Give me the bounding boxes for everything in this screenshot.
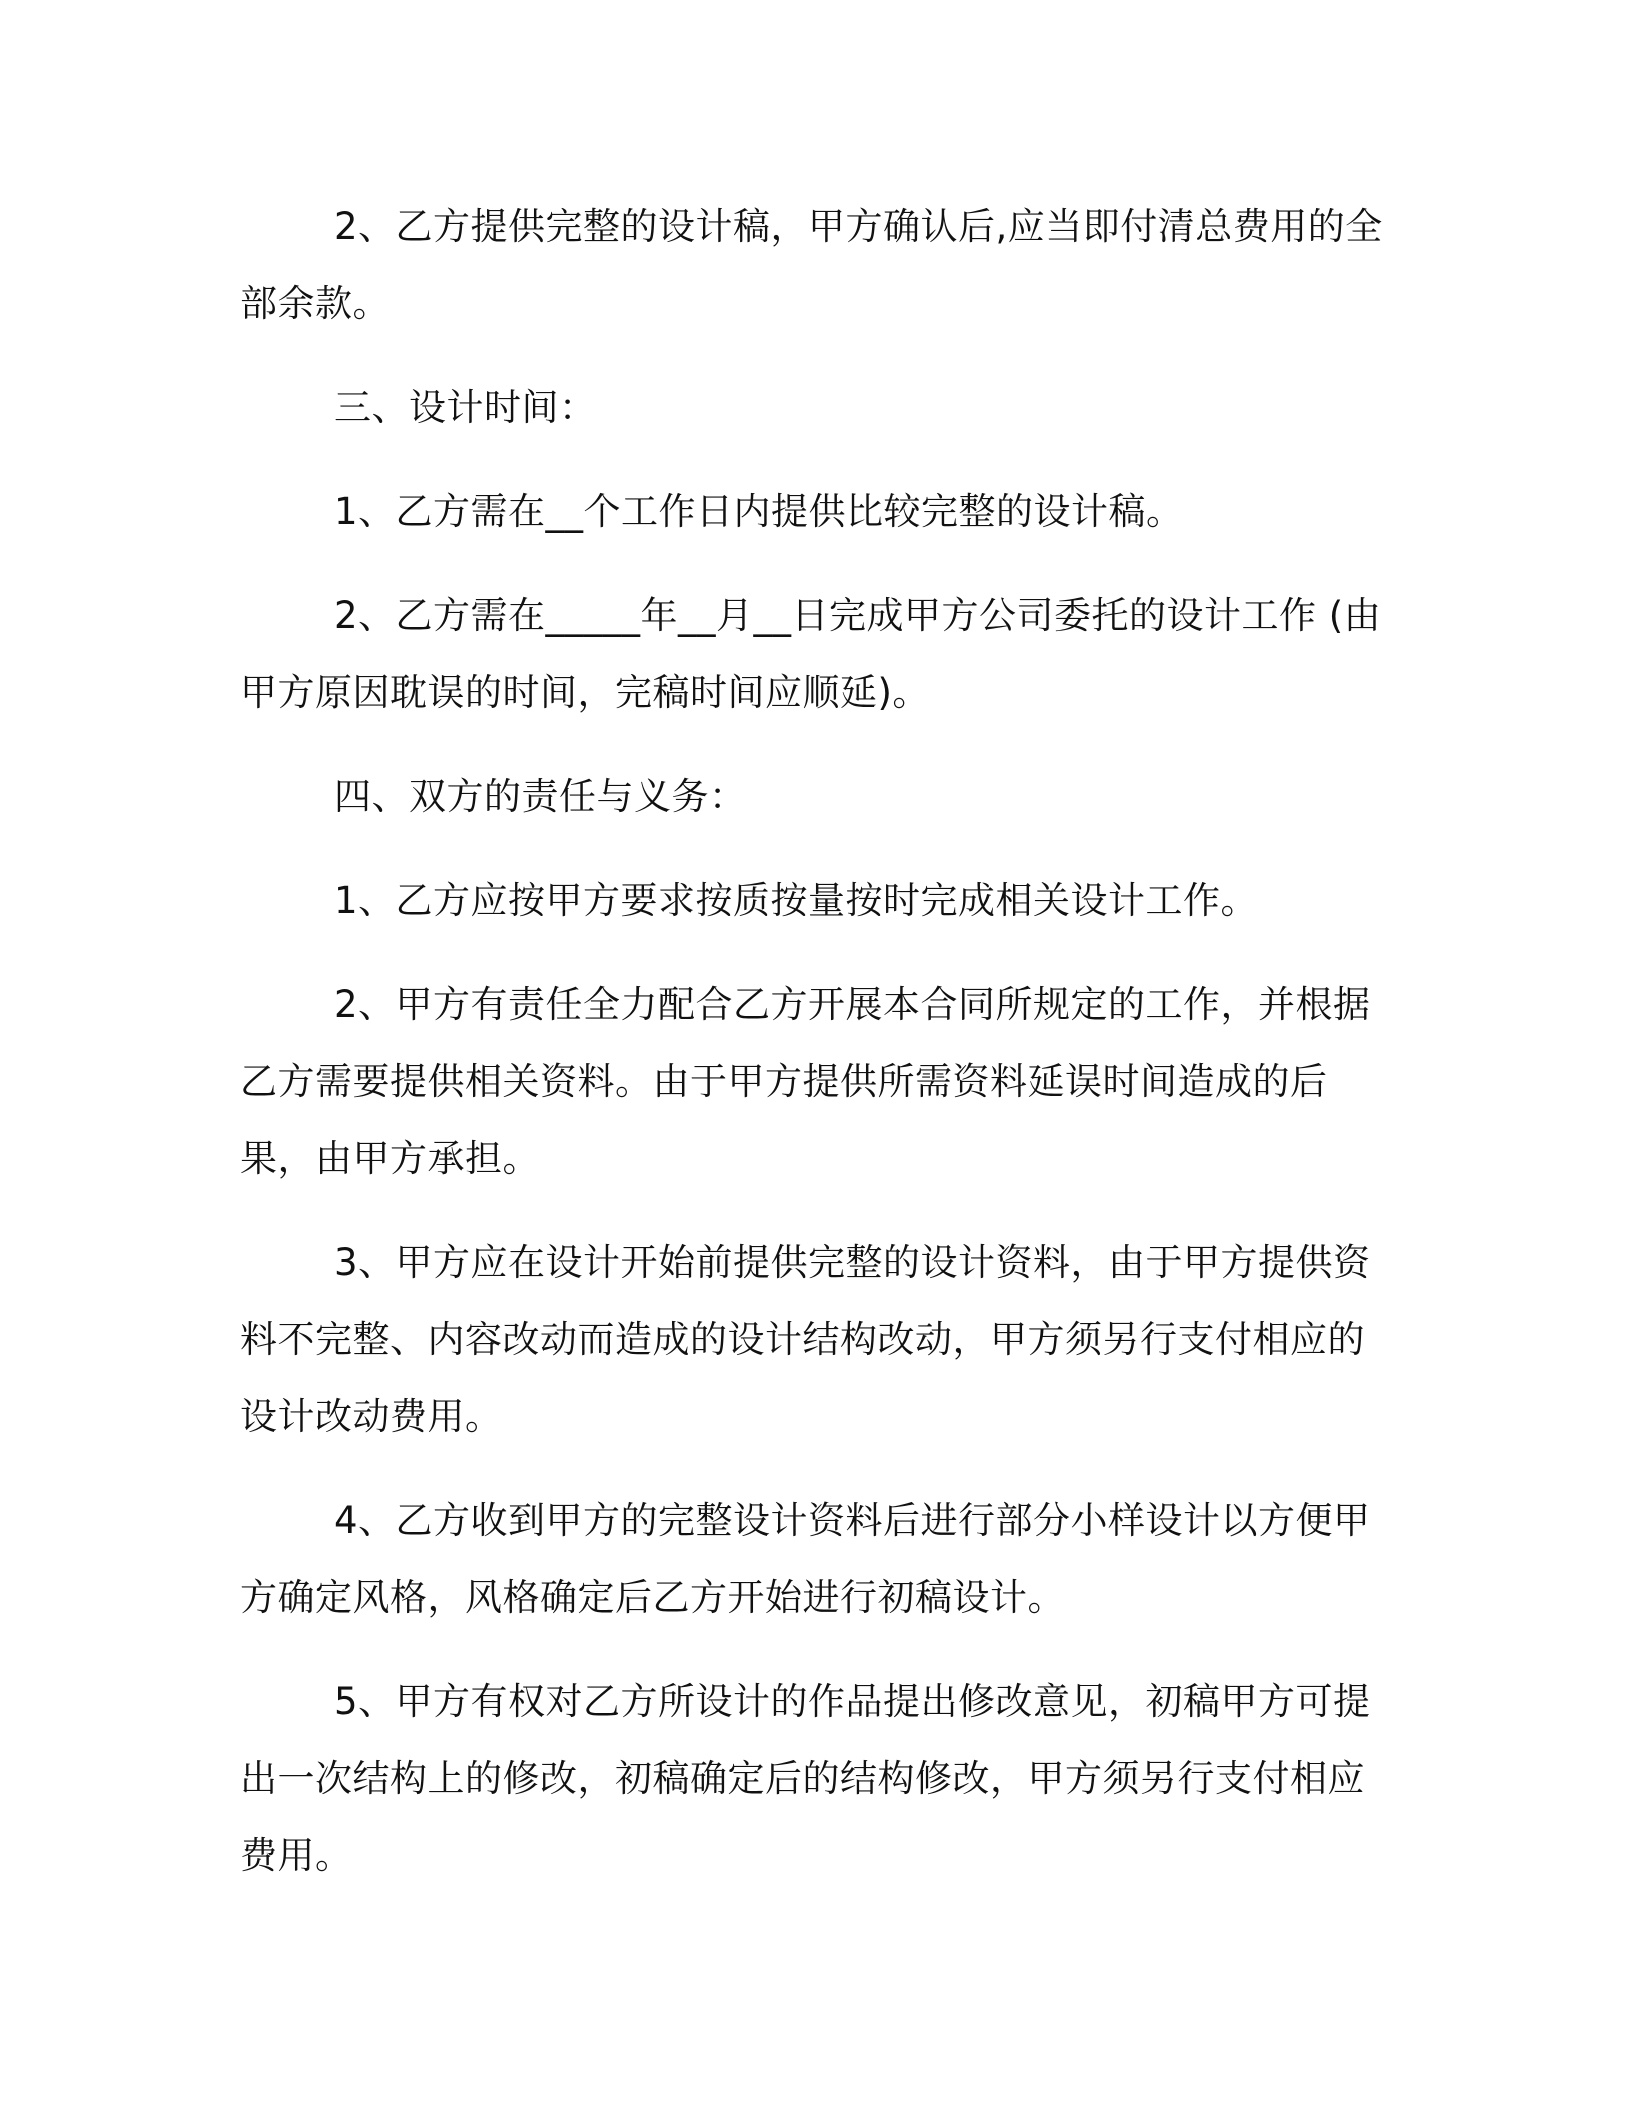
paragraph-revision-rights: 5、甲方有权对乙方所设计的作品提出修改意见，初稿甲方可提出一次结构上的修改，初稿确定后的结构修改，甲方须另行支付相应费用。 (240, 1680, 1371, 1877)
paragraph-party-a-cooperation: 2、甲方有责任全力配合乙方开展本合同所规定的工作，并根据乙方需要提供相关资料。由于甲方提供所需资料延误时间造成的后果，由甲方承担。 (240, 983, 1371, 1180)
section-heading-design-time: 三、设计时间： (334, 386, 597, 429)
document-body (240, 188, 1390, 1921)
section-heading-responsibilities: 四、双方的责任与义务： (334, 775, 747, 818)
paragraph-payment-balance: 2、乙方提供完整的设计稿，甲方确认后,应当即付清总费用的全部余款。 (240, 205, 1383, 325)
paragraph-draft-deadline: 1、乙方需在__个工作日内提供比较完整的设计稿。 (334, 490, 1184, 533)
paragraph-design-materials: 3、甲方应在设计开始前提供完整的设计资料，由于甲方提供资料不完整、内容改动而造成的设计结构改动，甲方须另行支付相应的设计改动费用。 (240, 1241, 1371, 1438)
paragraph-completion-date: 2、乙方需在_____年__月__日完成甲方公司委托的设计工作 (由甲方原因耽误的时间，完稿时间应顺延)。 (240, 594, 1382, 714)
paragraph-party-b-duty: 1、乙方应按甲方要求按质按量按时完成相关设计工作。 (334, 879, 1259, 922)
paragraph-sample-design: 4、乙方收到甲方的完整设计资料后进行部分小样设计以方便甲方确定风格，风格确定后乙方开始进行初稿设计。 (240, 1499, 1371, 1619)
